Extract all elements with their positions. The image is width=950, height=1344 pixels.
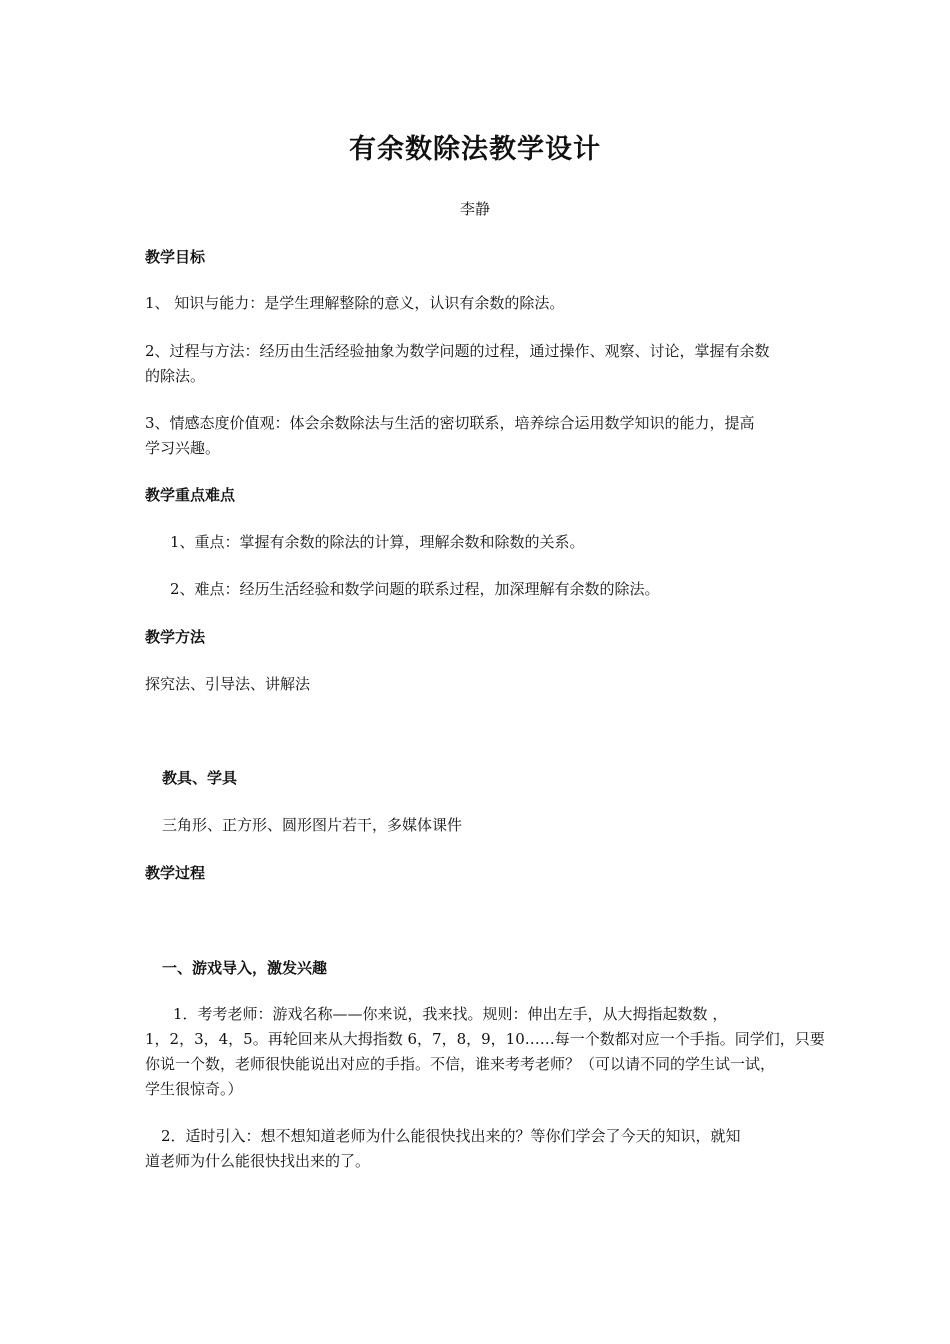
goal-item-2-line-1: 2、过程与方法：经历由生活经验抽象为数学问题的过程，通过操作、观察、讨论，掌握有余数 (145, 342, 770, 360)
goal-item-2 (145, 339, 810, 389)
process-item-2 (145, 1124, 825, 1174)
goal-item-2-line-2: 的除法。 (145, 367, 206, 385)
process-item-1-line-2: 1，2，3，4，5。再轮回来从大拇指数 6，7，8，9，10……每一个数都对应一个手指。同学们，只要 (145, 1030, 825, 1048)
section-heading-goals: 教学目标 (145, 248, 206, 266)
key-point-item-2-line-1: 2、难点：经历生活经验和数学问题的联系过程，加深理解有余数的除法。 (170, 580, 660, 598)
process-item-1 (145, 1002, 825, 1102)
document-title: 有余数除法教学设计 (349, 134, 601, 165)
goal-item-1 (145, 291, 810, 316)
key-point-item-2 (170, 577, 835, 602)
goal-item-3-line-2: 学习兴趣。 (145, 439, 221, 457)
process-item-2-line-1: 2．适时引入：想不想知道老师为什么能很快找出来的？等你们学会了今天的知识，就知 (161, 1127, 741, 1145)
section-heading-key-points: 教学重点难点 (145, 486, 236, 504)
key-point-item-1 (170, 530, 835, 555)
document-author: 李静 (459, 200, 490, 218)
subsection-heading-game-intro: 一、游戏导入，激发兴趣 (162, 959, 328, 977)
goal-item-3-line-1: 3、情感态度价值观：体会余数除法与生活的密切联系，培养综合运用数学知识的能力，提高 (145, 414, 755, 432)
tools-text: 三角形、正方形、圆形图片若干，多媒体课件 (162, 816, 463, 834)
key-point-item-1-line-1: 1、重点：掌握有余数的除法的计算，理解余数和除数的关系。 (170, 533, 585, 551)
section-heading-methods: 教学方法 (145, 628, 206, 646)
section-heading-tools: 教具、学具 (162, 769, 238, 787)
process-item-1-line-4: 学生很惊奇。） (145, 1080, 243, 1098)
process-item-1-line-3: 你说一个数，老师很快能说出对应的手指。不信，谁来考考老师？（可以请不同的学生试一试， (145, 1055, 776, 1073)
process-item-1-line-1: 1．考考老师：游戏名称——你来说，我来找。规则：伸出左手，从大拇指起数数 ， (173, 1005, 728, 1023)
goal-item-1-line-1: 1、 知识与能力：是学生理解整除的意义，认识有余数的除法。 (145, 294, 565, 312)
methods-text: 探究法、引导法、讲解法 (145, 675, 311, 693)
section-heading-process: 教学过程 (145, 864, 206, 882)
process-item-2-line-2: 道老师为什么能很快找出来的了。 (145, 1152, 371, 1170)
goal-item-3 (145, 411, 810, 461)
